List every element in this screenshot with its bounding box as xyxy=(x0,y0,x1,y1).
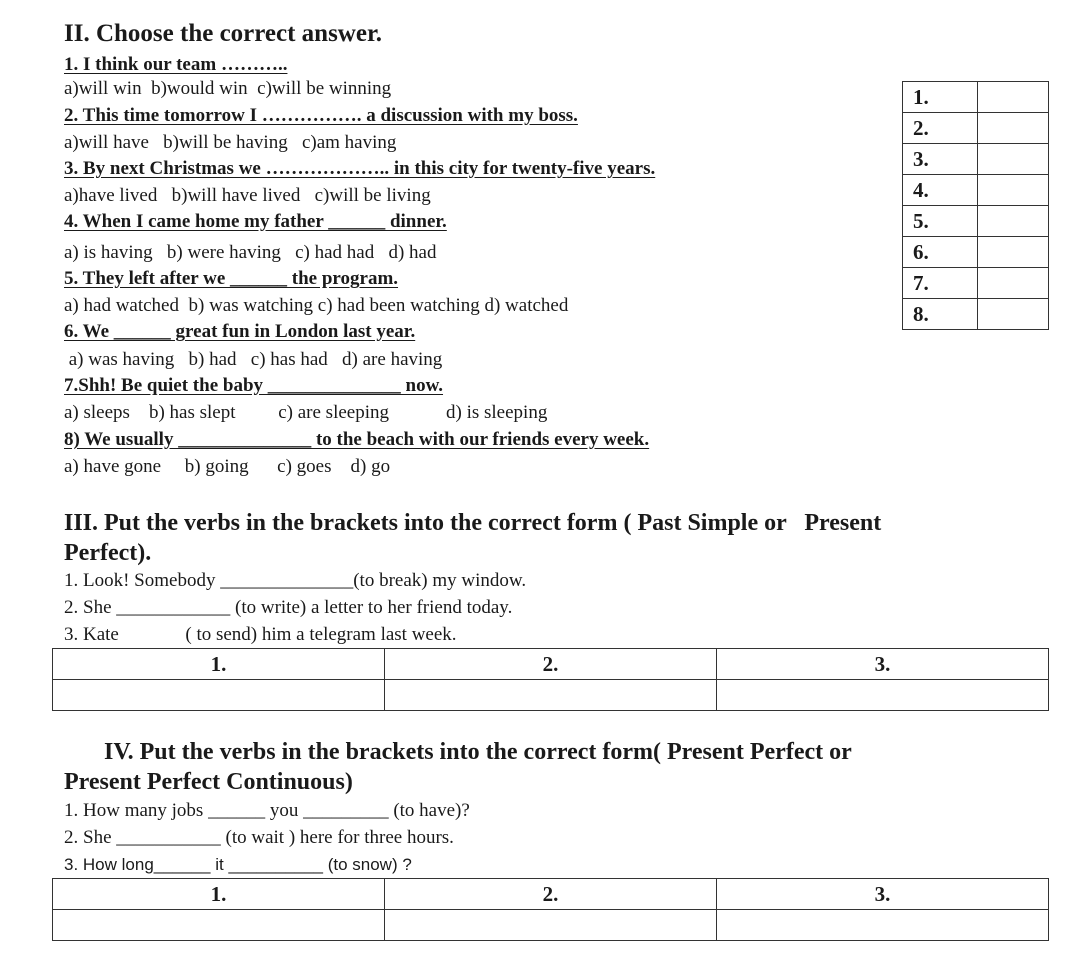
answer-box[interactable] xyxy=(978,299,1049,330)
answer-number: 7. xyxy=(903,268,978,299)
answer-box[interactable] xyxy=(978,113,1049,144)
section-3-item-2: 2. She ____________ (to write) a letter to her friend today. xyxy=(64,597,513,618)
answer-box[interactable] xyxy=(978,175,1049,206)
options-2: a)will have b)will be having c)am having xyxy=(64,132,397,153)
question-7: 7.Shh! Be quiet the baby ______________ now. xyxy=(64,375,444,396)
answer-number: 1. xyxy=(903,82,978,113)
answer-cell[interactable] xyxy=(385,680,717,711)
section-4-item-1: 1. How many jobs ______ you _________ (to have)? xyxy=(64,800,470,821)
section-4-item-3: 3. How long______ it __________ (to snow) ? xyxy=(64,855,412,874)
answer-column-header: 2. xyxy=(385,879,717,910)
answer-column-header: 1. xyxy=(53,879,385,910)
answer-cell[interactable] xyxy=(385,910,717,941)
question-8: 8) We usually ______________ to the beach with our friends every week. xyxy=(64,429,650,450)
answer-cell[interactable] xyxy=(717,910,1049,941)
question-2: 2. This time tomorrow I ……………. a discussion with my boss. xyxy=(64,105,578,126)
section-3-title-line-2: Perfect). xyxy=(64,540,152,566)
answer-column-header: 1. xyxy=(53,649,385,680)
question-4: 4. When I came home my father ______ dinner. xyxy=(64,211,447,232)
answer-number: 6. xyxy=(903,237,978,268)
section-3-item-3: 3. Kate ( to send) him a telegram last week. xyxy=(64,624,457,645)
answer-number: 2. xyxy=(903,113,978,144)
section-3-title-line-1: III. Put the verbs in the brackets into the correct form ( Past Simple or Present xyxy=(64,510,882,536)
answer-box[interactable] xyxy=(978,206,1049,237)
options-3: a)have lived b)will have lived c)will be living xyxy=(64,185,431,206)
options-5: a) had watched b) was watching c) had been watching d) watched xyxy=(64,295,569,316)
question-3: 3. By next Christmas we ……………….. in this city for twenty-five years. xyxy=(64,158,656,179)
options-1: a)will win b)would win c)will be winning xyxy=(64,78,392,99)
section-4-title-line-1: IV. Put the verbs in the brackets into the correct form( Present Perfect or xyxy=(104,739,852,765)
answer-number: 3. xyxy=(903,144,978,175)
answer-box[interactable] xyxy=(978,82,1049,113)
options-7: a) sleeps b) has slept c) are sleeping d) is sleeping xyxy=(64,402,548,423)
answer-box[interactable] xyxy=(978,144,1049,175)
answer-number: 8. xyxy=(903,299,978,330)
options-6: a) was having b) had c) has had d) are having xyxy=(64,349,443,370)
answer-box[interactable] xyxy=(978,268,1049,299)
question-6: 6. We ______ great fun in London last year. xyxy=(64,321,416,342)
options-4: a) is having b) were having c) had had d) had xyxy=(64,242,437,263)
answer-column-header: 2. xyxy=(385,649,717,680)
options-8: a) have gone b) going c) goes d) go xyxy=(64,456,391,477)
question-1: 1. I think our team ……….. xyxy=(64,54,288,75)
answer-cell[interactable] xyxy=(53,910,385,941)
answer-column-header: 3. xyxy=(717,879,1049,910)
answer-box[interactable] xyxy=(978,237,1049,268)
section-3-item-1: 1. Look! Somebody ______________(to break) my window. xyxy=(64,570,527,591)
section-4-answer-table xyxy=(52,878,1049,941)
answer-grid xyxy=(902,81,1049,330)
answer-column-header: 3. xyxy=(717,649,1049,680)
answer-cell[interactable] xyxy=(717,680,1049,711)
section-4-item-2: 2. She ___________ (to wait ) here for three hours. xyxy=(64,827,454,848)
section-3-answer-table xyxy=(52,648,1049,711)
section-4-title-line-2: Present Perfect Continuous) xyxy=(64,769,353,795)
section-2-title: II. Choose the correct answer. xyxy=(64,20,383,47)
answer-number: 5. xyxy=(903,206,978,237)
answer-number: 4. xyxy=(903,175,978,206)
question-5: 5. They left after we ______ the program. xyxy=(64,268,399,289)
answer-cell[interactable] xyxy=(53,680,385,711)
